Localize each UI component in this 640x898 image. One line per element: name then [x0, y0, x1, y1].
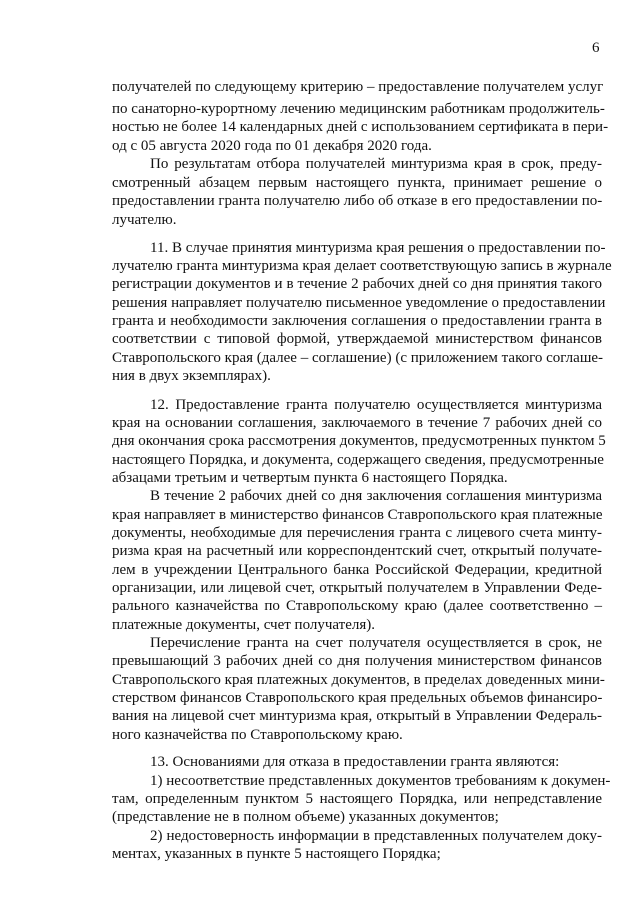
text-line: гранта и необходимости заключения соглашения о предоставлении гранта в — [112, 313, 602, 329]
text-line: получателей по следующему критерию – предоставление получателем услуг — [112, 79, 604, 95]
text-line: По результатам отбора получателей минтуризма края в срок, преду- — [150, 156, 602, 172]
page-number: 6 — [592, 40, 600, 56]
text-line: дня окончания срока рассмотрения документов, предусмотренных пунктом 5 — [112, 433, 606, 449]
text-line: превышающий 3 рабочих дней со дня получения министерством финансов — [112, 653, 602, 669]
text-line: 11. В случае принятия минтуризма края решения о предоставлении по- — [150, 240, 606, 256]
text-line: стерством финансов Ставропольского края предельных объемов финансиро- — [112, 690, 603, 706]
text-line: смотренный абзацем первым настоящего пункта, принимает решение о — [112, 175, 602, 191]
text-line: од с 05 августа 2020 года по 01 декабря 2020 года. — [112, 138, 432, 154]
text-line: организации, или лицевой счет, открытый получателем в Управлении Феде- — [112, 580, 602, 596]
text-line: Ставропольского края платежных документов, в пределах доведенных мини- — [112, 672, 605, 688]
text-line: 12. Предоставление гранта получателю осуществляется минтуризма — [150, 397, 602, 413]
text-line: решения направляет получателю письменное уведомление о предоставлении — [112, 295, 606, 311]
text-line: Перечисление гранта на счет получателя осуществляется в срок, не — [150, 635, 602, 651]
text-line: 1) несоответствие представленных документов требованиям к докумен- — [150, 773, 611, 789]
text-line: 2) недостоверность информации в представленных получателем доку- — [150, 828, 602, 844]
text-line: лучателю. — [112, 212, 177, 228]
text-line: вания на лицевой счет минтуризма края, открытый в Управлении Федераль- — [112, 708, 602, 724]
text-line: лучателю гранта минтуризма края делает соответствующую запись в журнале — [112, 258, 612, 274]
text-line: Ставропольского края (далее – соглашение) (с приложением такого соглаше- — [112, 350, 604, 366]
text-line: ного казначейства по Ставропольскому краю. — [112, 727, 403, 743]
text-line: ния в двух экземплярах). — [112, 368, 271, 384]
text-line: платежные документы, счет получателя). — [112, 617, 376, 633]
text-line: В течение 2 рабочих дней со дня заключения соглашения минтуризма — [150, 488, 602, 504]
text-line: настоящего Порядка, и документа, содержащего сведения, предусмотренные — [112, 452, 604, 468]
text-line: рального казначейства по Ставропольскому краю (далее соответственно – — [112, 598, 602, 614]
text-line: ностью не более 14 календарных дней с использованием сертификата в пери- — [112, 119, 609, 135]
text-line: края направляет в министерство финансов Ставропольского края платежные — [112, 507, 603, 523]
text-line: (представление не в полном объеме) указанных документов; — [112, 809, 499, 825]
text-line: регистрации документов и в течение 2 рабочих дней со дня принятия такого — [112, 276, 602, 292]
text-line: ризма края на расчетный или корреспондентский счет, открытый получате- — [112, 543, 602, 559]
text-line: соответствии с типовой формой, утверждаемой министерством финансов — [112, 331, 602, 347]
text-line: ментах, указанных в пункте 5 настоящего Порядка; — [112, 846, 441, 862]
text-line: по санаторно-курортному лечению медицинским работникам продолжитель- — [112, 101, 605, 117]
text-line: края на основании соглашения, заключаемого в течение 7 рабочих дней со — [112, 415, 602, 431]
text-line: 13. Основаниями для отказа в предоставлении гранта являются: — [150, 754, 560, 770]
text-line: абзацами третьим и четвертым пункта 6 настоящего Порядка. — [112, 470, 508, 486]
text-line: предоставлении гранта получателю либо об отказе в его предоставлении по- — [112, 193, 603, 209]
text-line: там, определенным пунктом 5 настоящего Порядка, или непредставление — [112, 791, 602, 807]
text-line: лем в учреждении Центрального банка Российской Федерации, кредитной — [112, 562, 602, 578]
text-line: документы, необходимые для перечисления гранта с лицевого счета минту- — [112, 525, 602, 541]
